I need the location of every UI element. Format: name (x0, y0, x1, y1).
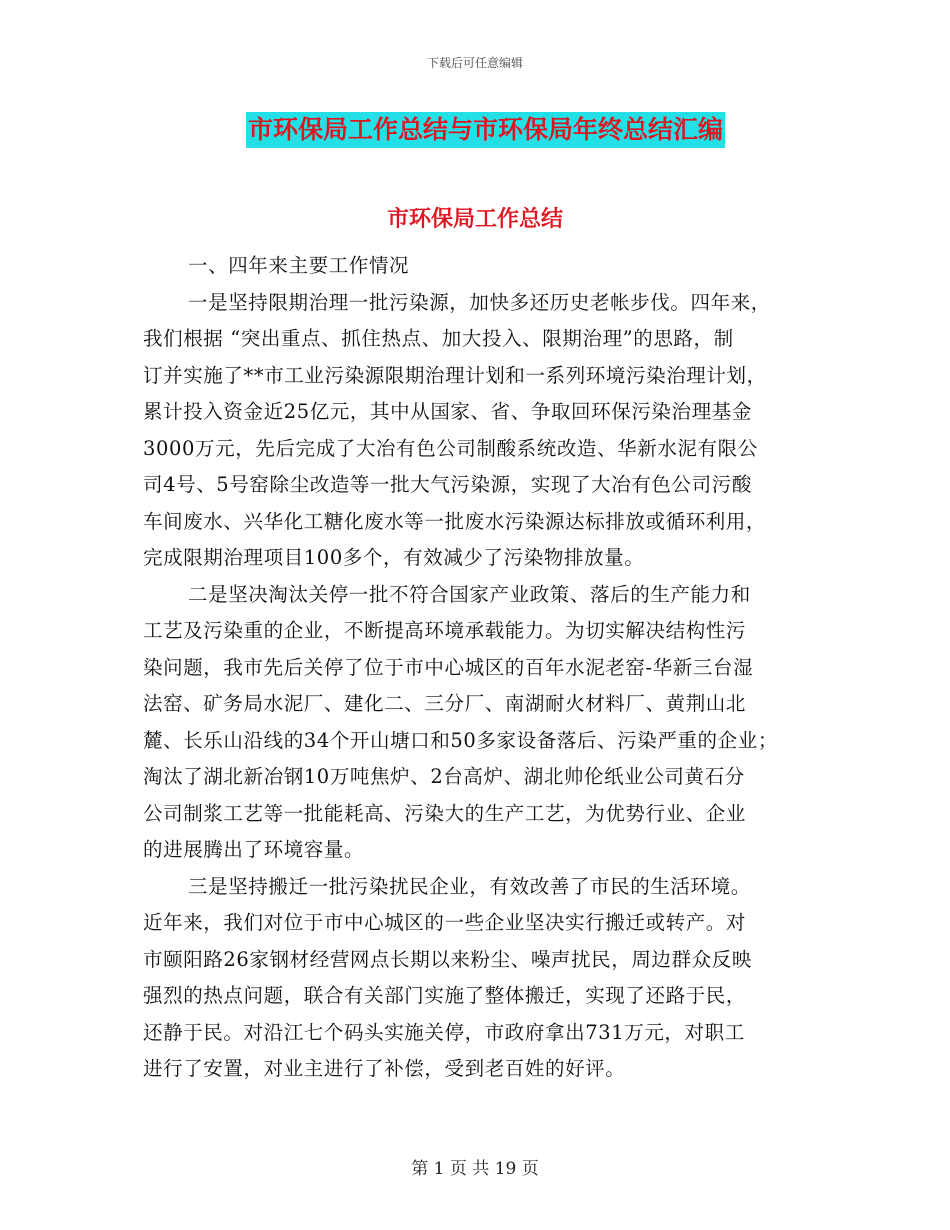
paragraph-line: 麓、长乐山沿线的34个开山塘口和50多家设备落后、污染严重的企业； (143, 728, 778, 752)
paragraph-line: 三是坚持搬迁一批污染扰民企业，有效改善了市民的生活环境。 (188, 874, 751, 898)
body-text (143, 248, 808, 1088)
header-note: 下载后可任意编辑 (426, 56, 523, 70)
paragraph-line: 一是坚持限期治理一批污染源，加快多还历史老帐步伐。四年来， (188, 290, 771, 314)
paragraph-line: 车间废水、兴华化工糖化废水等一批废水污染源达标排放或循环利用， (143, 509, 767, 533)
paragraph-line: 近年来，我们对位于市中心城区的一些企业坚决实行搬迁或转产。对 (143, 911, 747, 934)
paragraph-line: 的进展腾出了环境容量。 (143, 838, 365, 861)
paragraph-line: 染问题，我市先后关停了位于市中心城区的百年水泥老窑-华新三台湿 (143, 655, 754, 679)
paragraph-line: 司4号、5号窑除尘改造等一批大气污染源，实现了大冶有色公司污酸 (143, 473, 752, 496)
page-footer: 第 1 页 共 19 页 (411, 1159, 539, 1179)
paragraph-line: 进行了安置，对业主进行了补偿，受到老百姓的好评。 (143, 1057, 626, 1080)
paragraph-line: 完成限期治理项目100多个，有效减少了污染物排放量。 (143, 546, 645, 569)
paragraph-line: 法窑、矿务局水泥厂、建化二、三分厂、南湖耐火材料厂、黄荆山北 (143, 692, 747, 715)
paragraph-line: 公司制浆工艺等一批能耗高、污染大的生产工艺，为优势行业、企业 (143, 801, 747, 825)
paragraph-line: 市颐阳路26家钢材经营网点长期以来粉尘、噪声扰民，周边群众反映 (143, 947, 752, 971)
paragraph-line: 强烈的热点问题，联合有关部门实施了整体搬迁，实现了还路于民， (143, 984, 747, 1007)
paragraph-line: 淘汰了湖北新冶钢10万吨焦炉、2台高炉、湖北帅伦纸业公司黄石分 (143, 765, 745, 788)
paragraph-line: 工艺及污染重的企业，不断提高环境承载能力。为切实解决结构性污 (143, 619, 747, 642)
paragraph-line: 我们根据 “突出重点、抓住热点、加大投入、限期治理”的思路，制 (143, 327, 734, 350)
paragraph-line: 还静于民。对沿江七个码头实施关停，市政府拿出731万元，对职工 (143, 1020, 745, 1044)
paragraph-line: 一、四年来主要工作情况 (188, 254, 410, 277)
paragraph-line: 二是坚决淘汰关停一批不符合国家产业政策、落后的生产能力和 (188, 582, 751, 606)
paragraph-line: 3000万元，先后完成了大冶有色公司制酸系统改造、华新水泥有限公 (143, 436, 758, 460)
section-title: 市环保局工作总结 (386, 207, 563, 232)
main-title: 市环保局工作总结与市环保局年终总结汇编 (246, 112, 725, 148)
paragraph-line: 累计投入资金近25亿元，其中从国家、省、争取回环保污染治理基金 (143, 400, 752, 423)
paragraph-line: 订并实施了**市工业污染源限期治理计划和一系列环境污染治理计划， (143, 363, 767, 387)
